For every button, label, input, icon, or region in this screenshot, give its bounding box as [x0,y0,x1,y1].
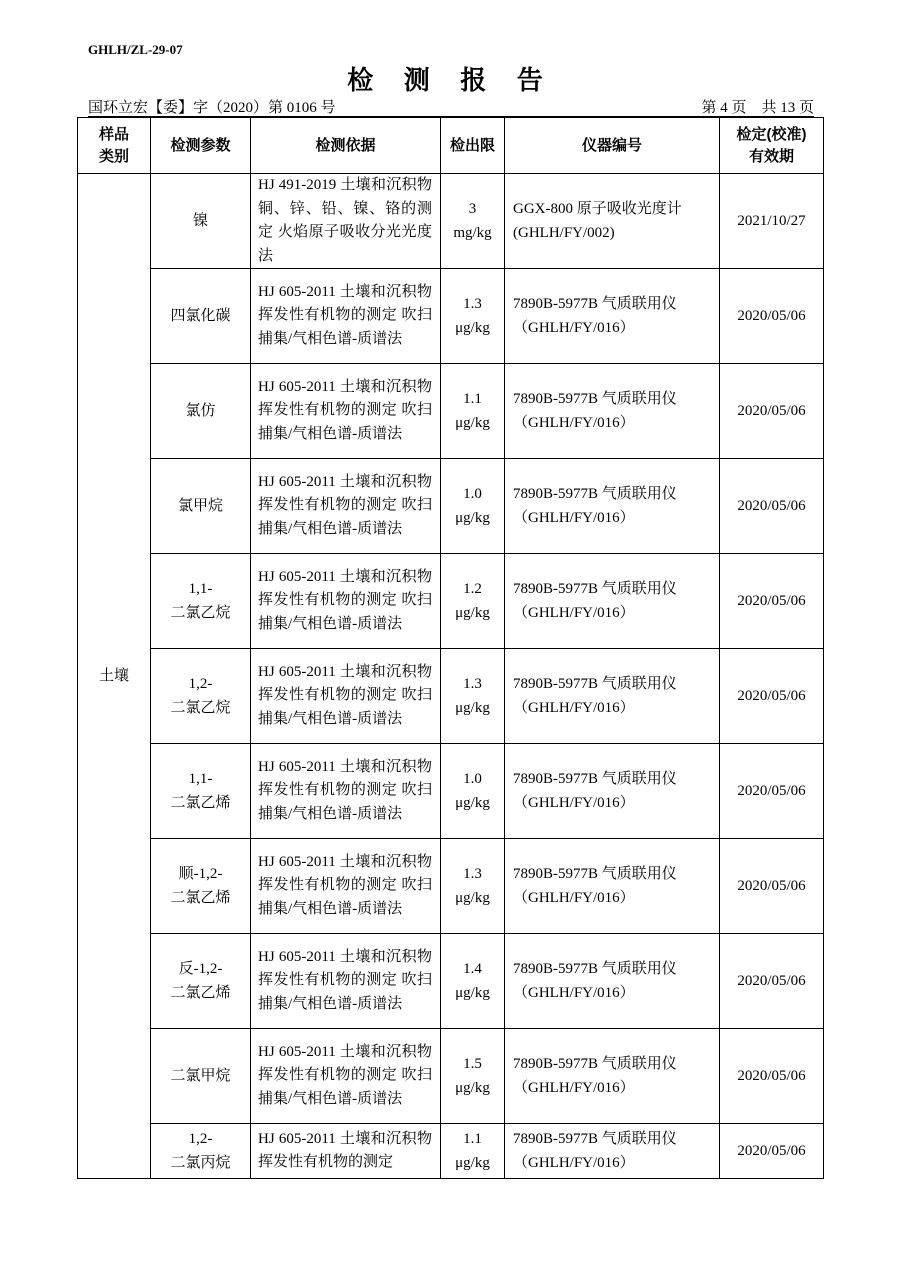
document-code: GHLH/ZL-29-07 [88,42,183,57]
table-row [78,174,824,269]
parameter-cell: 1,2- 二氯乙烷 [151,649,251,744]
validity-cell: 2020/05/06 [720,934,824,1029]
limit-cell: 1.2 μg/kg [441,554,505,649]
parameter-cell: 镍 [151,174,251,269]
parameter-cell: 1,2- 二氯丙烷 [151,1124,251,1179]
limit-cell: 1.3 μg/kg [441,839,505,934]
validity-cell: 2020/05/06 [720,649,824,744]
page-info: 第 4 页 共 13 页 [701,100,814,116]
table-row [78,934,824,1029]
table-row [78,1029,824,1124]
parameter-cell: 顺-1,2- 二氯乙烯 [151,839,251,934]
basis-cell: HJ 605-2011 土壤和沉积物 挥发性有机物的测定 吹扫捕集/气相色谱-质谱法 [251,364,441,459]
table-row [78,744,824,839]
basis-cell: HJ 605-2011 土壤和沉积物 挥发性有机物的测定 吹扫捕集/气相色谱-质谱法 [251,649,441,744]
parameter-cell: 二氯甲烷 [151,1029,251,1124]
header-sample-type: 样品 类别 [78,118,151,174]
basis-cell: HJ 491-2019 土壤和沉积物 铜、锌、铅、镍、铬的测定 火焰原子吸收分光光度法 [251,174,441,269]
report-reference-line [88,96,814,117]
validity-cell: 2020/05/06 [720,364,824,459]
instrument-cell: 7890B-5977B 气质联用仪 （GHLH/FY/016） [505,649,720,744]
table-row [78,554,824,649]
header-parameter: 检测参数 [151,118,251,174]
instrument-cell: 7890B-5977B 气质联用仪 （GHLH/FY/016） [505,744,720,839]
limit-cell: 1.1 μg/kg [441,364,505,459]
instrument-cell: 7890B-5977B 气质联用仪 （GHLH/FY/016） [505,839,720,934]
validity-cell: 2020/05/06 [720,459,824,554]
limit-cell: 1.3 μg/kg [441,269,505,364]
validity-cell: 2020/05/06 [720,839,824,934]
basis-cell: HJ 605-2011 土壤和沉积物 挥发性有机物的测定 [251,1124,441,1179]
instrument-cell: 7890B-5977B 气质联用仪 （GHLH/FY/016） [505,364,720,459]
instrument-cell: 7890B-5977B 气质联用仪 （GHLH/FY/016） [505,459,720,554]
instrument-cell: 7890B-5977B 气质联用仪 （GHLH/FY/016） [505,269,720,364]
report-title: 检 测 报 告 [347,66,555,95]
table-row [78,649,824,744]
parameter-cell: 四氯化碳 [151,269,251,364]
basis-cell: HJ 605-2011 土壤和沉积物 挥发性有机物的测定 吹扫捕集/气相色谱-质谱法 [251,459,441,554]
validity-cell: 2020/05/06 [720,1029,824,1124]
sample-type-cell: 土壤 [78,174,151,1179]
report-number: 国环立宏【委】字（2020）第 0106 号 [88,100,336,116]
parameter-cell: 1,1- 二氯乙烯 [151,744,251,839]
table-row [78,269,824,364]
parameter-cell: 反-1,2- 二氯乙烯 [151,934,251,1029]
table-row [78,364,824,459]
table-row [78,839,824,934]
basis-cell: HJ 605-2011 土壤和沉积物 挥发性有机物的测定 吹扫捕集/气相色谱-质谱法 [251,744,441,839]
table-row [78,1124,824,1179]
validity-cell: 2021/10/27 [720,174,824,269]
header-validity: 检定(校准) 有效期 [720,118,824,174]
table-row [78,459,824,554]
limit-cell: 1.0 μg/kg [441,459,505,554]
validity-cell: 2020/05/06 [720,269,824,364]
parameter-cell: 氯仿 [151,364,251,459]
parameter-cell: 1,1- 二氯乙烷 [151,554,251,649]
instrument-cell: GGX-800 原子吸收光度计 (GHLH/FY/002) [505,174,720,269]
limit-cell: 1.0 μg/kg [441,744,505,839]
limit-cell: 1.4 μg/kg [441,934,505,1029]
limit-cell: 1.5 μg/kg [441,1029,505,1124]
table-header-row [78,118,824,174]
header-basis: 检测依据 [251,118,441,174]
basis-cell: HJ 605-2011 土壤和沉积物 挥发性有机物的测定 吹扫捕集/气相色谱-质谱法 [251,269,441,364]
header-instrument: 仪器编号 [505,118,720,174]
limit-cell: 3 mg/kg [441,174,505,269]
instrument-cell: 7890B-5977B 气质联用仪 （GHLH/FY/016） [505,934,720,1029]
basis-cell: HJ 605-2011 土壤和沉积物 挥发性有机物的测定 吹扫捕集/气相色谱-质谱法 [251,934,441,1029]
instrument-cell: 7890B-5977B 气质联用仪 （GHLH/FY/016） [505,554,720,649]
validity-cell: 2020/05/06 [720,1124,824,1179]
instrument-cell: 7890B-5977B 气质联用仪 （GHLH/FY/016） [505,1029,720,1124]
parameter-cell: 氯甲烷 [151,459,251,554]
basis-cell: HJ 605-2011 土壤和沉积物 挥发性有机物的测定 吹扫捕集/气相色谱-质谱法 [251,1029,441,1124]
validity-cell: 2020/05/06 [720,554,824,649]
limit-cell: 1.1 μg/kg [441,1124,505,1179]
test-report-table [77,117,824,1179]
instrument-cell: 7890B-5977B 气质联用仪 （GHLH/FY/016） [505,1124,720,1179]
validity-cell: 2020/05/06 [720,744,824,839]
header-limit: 检出限 [441,118,505,174]
basis-cell: HJ 605-2011 土壤和沉积物 挥发性有机物的测定 吹扫捕集/气相色谱-质谱法 [251,554,441,649]
basis-cell: HJ 605-2011 土壤和沉积物 挥发性有机物的测定 吹扫捕集/气相色谱-质谱法 [251,839,441,934]
limit-cell: 1.3 μg/kg [441,649,505,744]
